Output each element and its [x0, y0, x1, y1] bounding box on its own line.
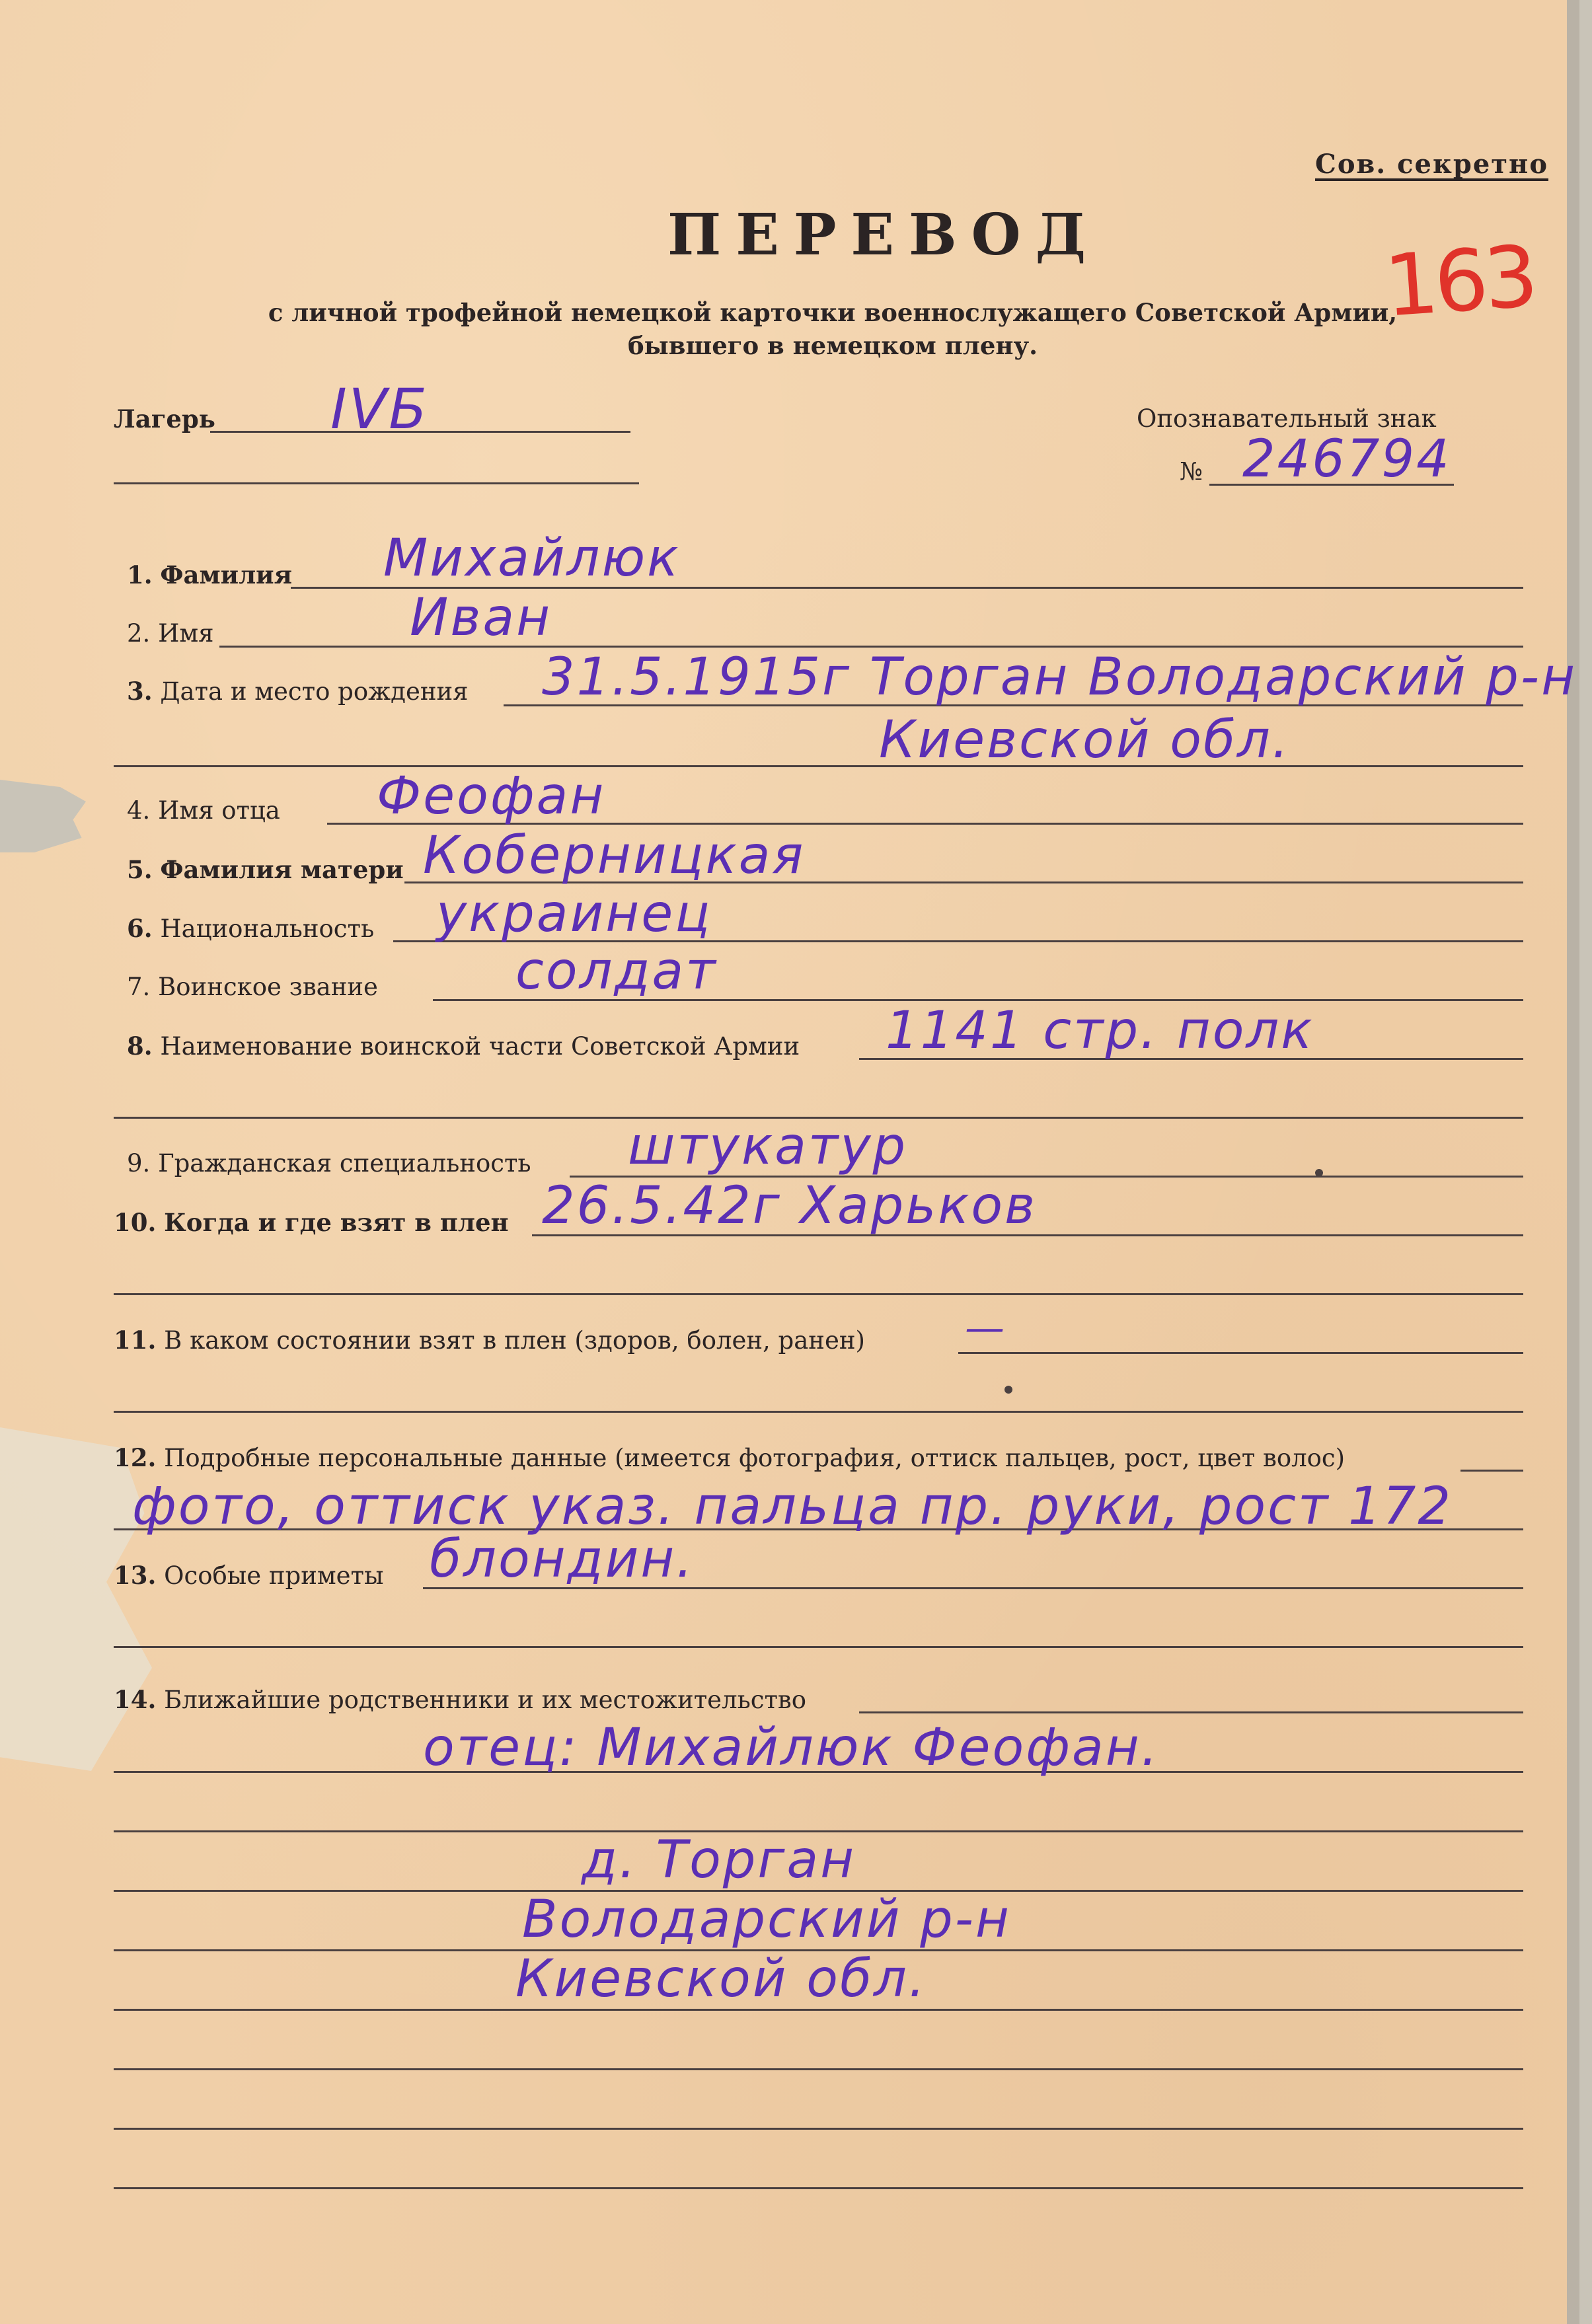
captured-num: 10. [114, 1208, 157, 1237]
mother-num: 5. [127, 855, 153, 884]
mother-value: Коберницкая [423, 826, 806, 885]
name-label [127, 619, 213, 648]
camp-value: IVБ [330, 377, 429, 441]
relatives-value: отец: Михайлюк Феофан. [423, 1718, 1160, 1778]
surname-label [127, 560, 292, 589]
camp-label: Лагерь [114, 404, 215, 433]
rank-num: 7. [127, 973, 151, 1001]
scan-edge [1567, 0, 1579, 2324]
relatives-line-7 [114, 2068, 1523, 2070]
profession-label [127, 1149, 531, 1178]
marks-line-2 [114, 1646, 1523, 1648]
surname-label-text: Фамилия [160, 560, 292, 589]
rank-label [127, 973, 378, 1001]
file-number-stamp: 163 [1381, 227, 1538, 336]
marks-num: 13. [114, 1561, 157, 1590]
torn-paper-patch [0, 1427, 152, 1771]
relatives-label [114, 1685, 806, 1714]
condition-line [958, 1352, 1523, 1354]
document-subtitle [238, 296, 1427, 362]
captured-line-2 [114, 1293, 1523, 1295]
profession-label-text: Гражданская специальность [158, 1149, 531, 1178]
personal-label-text: Подробные персональные данные (имеется фотография, оттиск пальцев, рост, цвет волос) [164, 1444, 1346, 1472]
relatives-num: 14. [114, 1685, 157, 1714]
father-label [127, 796, 280, 825]
ink-dot-2 [1004, 1386, 1012, 1394]
classification-mark: Сов. секретно [1315, 149, 1549, 180]
father-value: Феофан [377, 767, 606, 826]
subtitle-line-1: с личной трофейной немецкой карточки военнослужащего Советской Армии, [268, 298, 1398, 327]
unit-label-text: Наименование воинской части Советской Армии [160, 1032, 800, 1061]
document-title: ПЕРЕВОД [667, 202, 1101, 268]
ink-dot [1315, 1169, 1323, 1177]
unit-num: 8. [127, 1031, 153, 1061]
condition-label [114, 1326, 865, 1355]
nationality-num: 6. [127, 914, 153, 943]
personal-num: 12. [114, 1443, 157, 1472]
camp-line-2 [114, 482, 639, 484]
unit-value: 1141 стр. полк [886, 1001, 1314, 1061]
marks-label-text: Особые приметы [164, 1561, 384, 1590]
captured-label [114, 1208, 509, 1237]
father-num: 4. [127, 796, 151, 825]
personal-line [1460, 1470, 1523, 1472]
rank-value: солдат [515, 942, 718, 1001]
nationality-value: украинец [436, 884, 712, 944]
id-number-value: 246794 [1242, 430, 1451, 489]
relatives-value-4: Киевской обл. [515, 1949, 927, 2009]
relatives-line [859, 1711, 1523, 1713]
marks-label [114, 1561, 383, 1590]
relatives-line-8 [114, 2128, 1523, 2130]
condition-num: 11. [114, 1326, 157, 1355]
nationality-label-text: Национальность [160, 915, 375, 943]
captured-value: 26.5.42г Харьков [542, 1176, 1038, 1236]
birth-label-text: Дата и место рождения [160, 677, 469, 706]
profession-num: 9. [127, 1149, 151, 1178]
torn-edge [0, 780, 86, 852]
id-number-sign: № [1180, 457, 1203, 486]
condition-line-2 [114, 1411, 1523, 1413]
name-value: Иван [410, 588, 552, 648]
relatives-value-2: д. Торган [582, 1830, 856, 1890]
rank-label-text: Воинское звание [158, 973, 378, 1001]
birth-line-2 [114, 765, 1523, 767]
relatives-line-6 [114, 2009, 1523, 2011]
mother-label [127, 855, 404, 884]
surname-num: 1. [127, 560, 153, 589]
captured-label-text: Когда и где взят в плен [164, 1208, 509, 1237]
relatives-label-text: Ближайшие родственники и их местожительство [164, 1686, 807, 1714]
personal-label [114, 1443, 1345, 1472]
father-label-text: Имя отца [158, 796, 280, 825]
birth-value: 31.5.1915г Торган Володарский р-н [542, 648, 1577, 707]
id-mark-label: Опознавательный знак [1137, 404, 1437, 433]
personal-value: фото, оттиск указ. пальца пр. руки, рост 172 [132, 1477, 1453, 1536]
relatives-value-3: Володарский р-н [522, 1890, 1011, 1949]
condition-value: — [965, 1305, 1006, 1351]
birth-value-2: Киевской обл. [879, 710, 1291, 770]
profession-value: штукатур [628, 1117, 907, 1176]
surname-value: Михайлюк [383, 529, 681, 588]
nationality-label [127, 914, 374, 943]
relatives-line-9 [114, 2187, 1523, 2189]
birth-label [127, 677, 469, 706]
name-label-text: Имя [158, 619, 214, 648]
mother-label-text: Фамилия матери [160, 855, 404, 884]
subtitle-line-2: бывшего в немецком плену. [627, 331, 1038, 360]
unit-label [127, 1031, 800, 1061]
birth-num: 3. [127, 677, 153, 706]
condition-label-text: В каком состоянии взят в плен (здоров, болен, ранен) [164, 1326, 865, 1355]
marks-value: блондин. [430, 1530, 695, 1589]
name-num: 2. [127, 619, 151, 648]
